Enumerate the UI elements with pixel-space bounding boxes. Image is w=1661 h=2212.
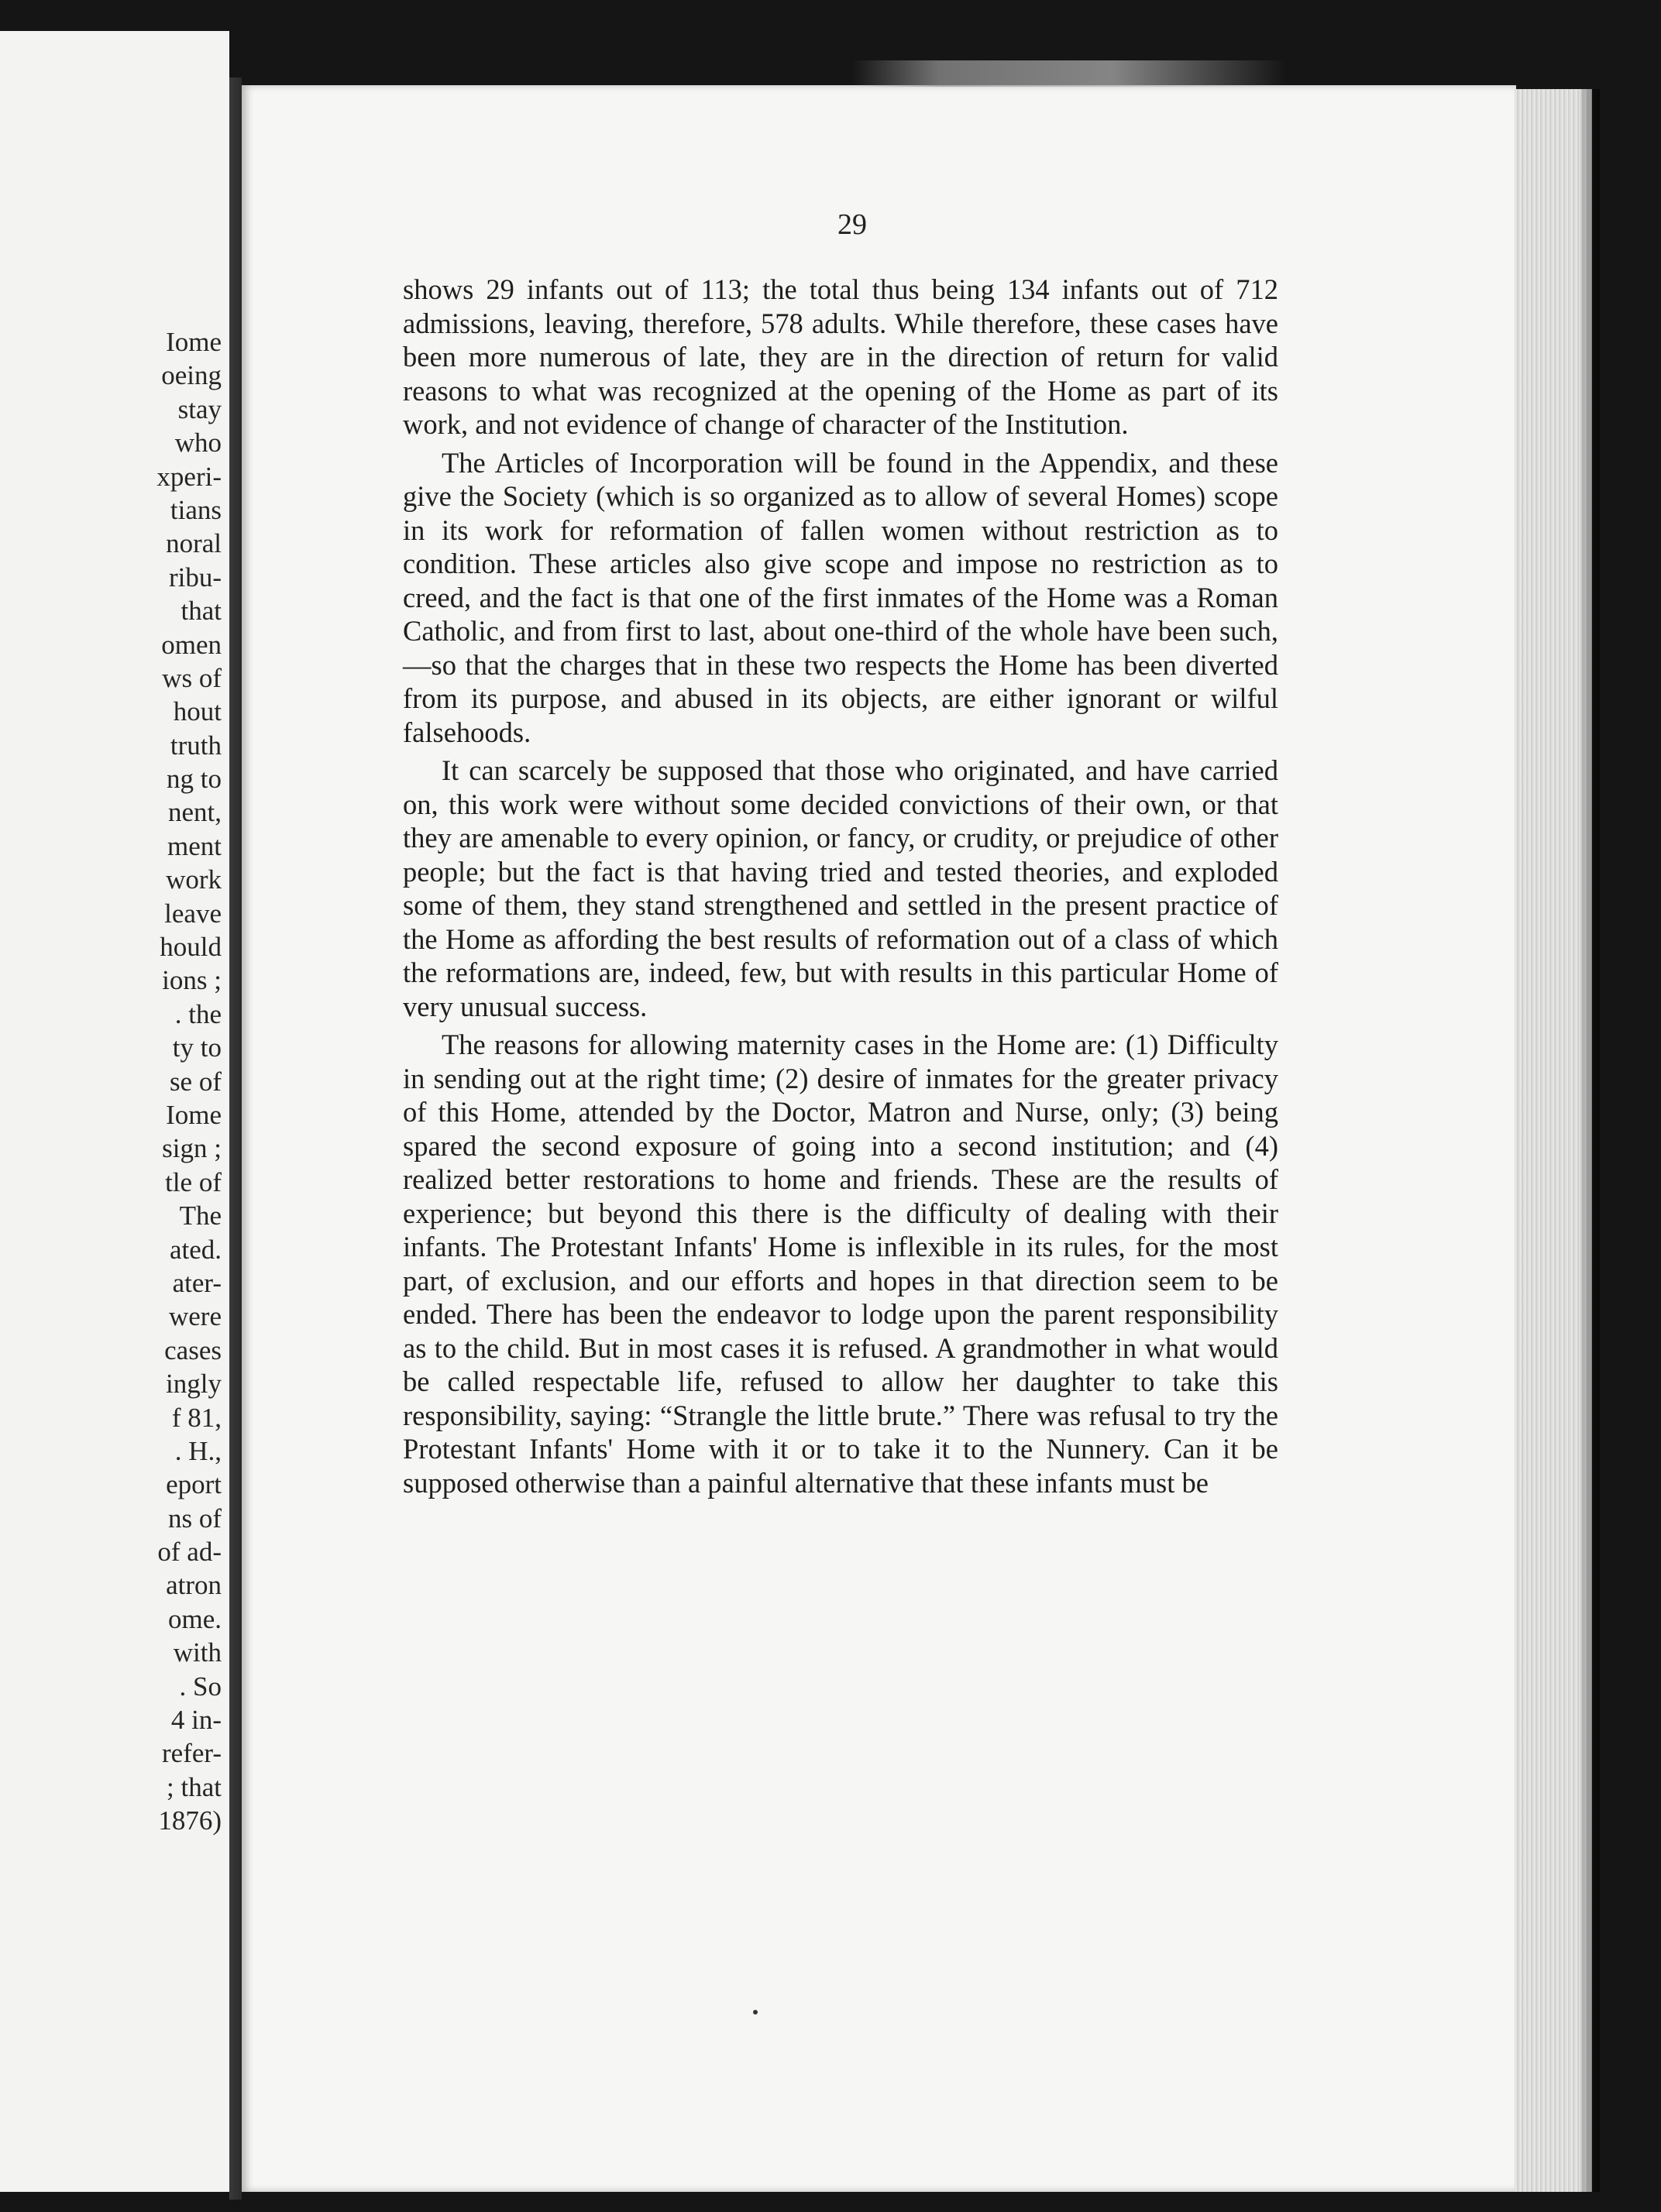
left-page-line: ment	[167, 830, 222, 861]
left-page-line: . the	[174, 998, 222, 1029]
paragraph-convictions: It can scarcely be supposed that those who originated, and have carried on, this work were without some decided convictions of their own, or that they are amenable to every opinion, or fancy, or crudity, or prejudice of other people; but the fact is that having tried and tested theories, and exploded some of them, they stand strengthened and settled in the present practice of the Home as affording the best results of reformation out of a class of which the reformations are, indeed, few, but with results in this particular Home of very unusual success.	[403, 754, 1278, 1022]
left-page-line: oeing	[161, 360, 222, 391]
paragraph-articles: The Articles of Incorporation will be found in the Appendix, and these give the Society (which is so organized as to allow of several Homes) scope in its work for reformation of fallen women without restriction as to condition. These articles also give scope and impose no restriction as to creed, and the fact is that one of the first inmates of the Home was a Roman Catholic, and from first to last, about one-third of the whole have been such,—so that the charges that in these two respects the Home has been diverted from its purpose, and abused in its objects, are either ignorant or wilful falsehoods.	[403, 446, 1278, 748]
left-page-line: tle of	[165, 1166, 222, 1197]
left-page-line: Iome	[166, 327, 222, 357]
left-page-line: truth	[170, 730, 222, 761]
left-page-line: ated.	[169, 1234, 222, 1265]
left-page-line: ; that	[167, 1771, 222, 1802]
left-page-line: cases	[164, 1334, 222, 1365]
left-page-line: stay	[177, 393, 222, 424]
left-page-line: nent,	[167, 797, 222, 828]
left-page-line: who	[174, 428, 222, 459]
left-page-line: ribu-	[168, 562, 222, 592]
left-page-line: ws of	[162, 662, 222, 693]
left-page-line: tians	[170, 494, 222, 525]
left-page-line: eport	[166, 1469, 222, 1500]
left-page-line: ty to	[172, 1032, 222, 1063]
book-gutter	[229, 77, 242, 2200]
left-page-line: . H.,	[174, 1435, 222, 1466]
scan-artifact-strip	[852, 60, 1286, 87]
left-page-line: ng to	[167, 764, 222, 795]
left-page-line: hould	[160, 932, 222, 963]
left-page-line: atron	[166, 1570, 222, 1601]
left-page-line: work	[166, 864, 222, 895]
left-page-line: Iome	[166, 1099, 222, 1130]
left-page-line: ns of	[167, 1503, 222, 1534]
left-page-line: sign ;	[162, 1133, 222, 1164]
paragraph-maternity: The reasons for allowing maternity cases in the Home are: (1) Difficulty in sending out at the right time; (2) desire of inmates for the greater privacy of this Home, attended by the Doctor, Matron and Nurse, only; (3) being spared the second exposure of going into a second institution; and (4) realized better restorations to home and friends. These are the results of experience; but beyond this there is the difficulty of dealing with their infants. The Protestant Infants' Home is inflexible in its rules, for the most part, of exclusion, and our efforts and hopes in that direction seem to be ended. There has been the endeavor to lodge upon the parent responsibility as to the child. But in most cases it is refused. A grandmother in what would be called respectable life, refused to allow her daughter to take this responsibility, saying: “Strangle the little brute.” There was refusal to try the Protestant Infants' Home with it or to take it to the Nunnery. Can it be supposed otherwise than a painful alternative that these infants must be	[403, 1029, 1278, 1499]
left-page-line: refer-	[162, 1738, 222, 1769]
paragraph-continued: shows 29 infants out of 113; the total thus being 134 infants out of 712 admissions, leaving, therefore, 578 adults. While therefore, these cases have been more numerous of late, they are in the direction of return for valid reasons to what was recognized at the opening of the Home as part of its work, and not evidence of change of character of the Institution.	[403, 273, 1278, 440]
left-page-line: leave	[164, 898, 222, 929]
page-number: 29	[837, 208, 867, 241]
left-page-line: ome.	[167, 1603, 222, 1634]
left-page-line: The	[179, 1200, 222, 1231]
body-text	[403, 273, 1278, 1504]
page-edge-shadow	[1580, 89, 1600, 2192]
left-page-text	[0, 325, 222, 1838]
left-page-line: with	[173, 1637, 222, 1668]
left-page-line: se of	[169, 1066, 222, 1097]
left-page-line: f 81,	[171, 1402, 222, 1433]
left-page-line: hout	[173, 696, 222, 727]
left-page-line: omen	[161, 629, 222, 660]
left-page-line: . So	[179, 1671, 222, 1702]
left-page-line: ions ;	[162, 965, 222, 996]
left-page-line: 1876)	[158, 1805, 222, 1836]
ink-dot	[753, 2010, 758, 2014]
left-page-fragment	[0, 31, 229, 2192]
left-page-line: 4 in-	[170, 1705, 222, 1736]
left-page-line: were	[168, 1301, 222, 1332]
left-page-line: xperi-	[156, 461, 222, 492]
left-page-line: that	[181, 596, 222, 627]
left-page-line: of ad-	[157, 1537, 222, 1568]
left-page-line: ingly	[166, 1369, 222, 1400]
left-page-line: noral	[166, 528, 222, 559]
left-page-line: ater-	[172, 1267, 222, 1298]
